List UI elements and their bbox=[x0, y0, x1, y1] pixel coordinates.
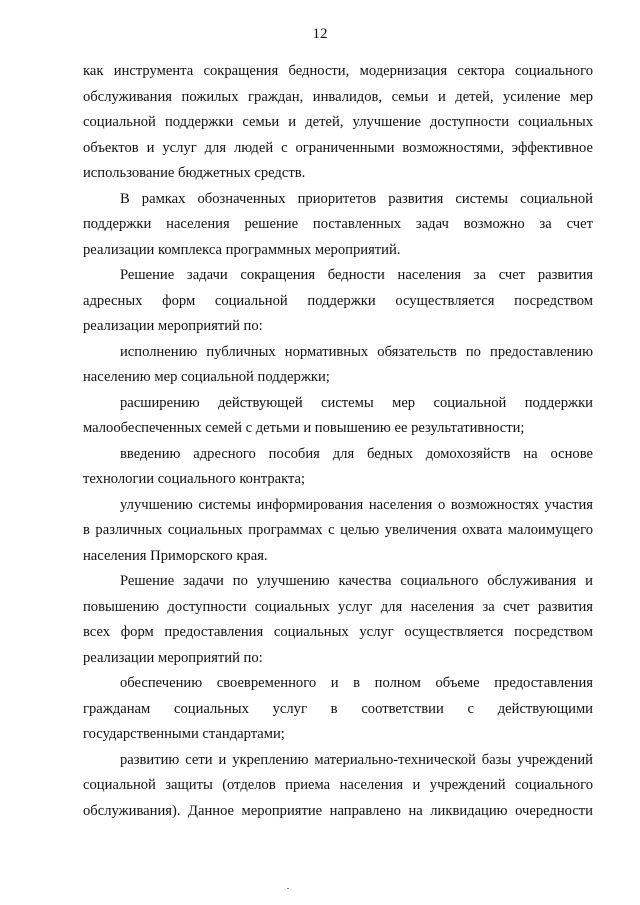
text-line: реализации мероприятий по: bbox=[83, 649, 263, 666]
text-line: государственными стандартами; bbox=[83, 726, 285, 742]
text-line: в различных социальных программах с целью увеличения охвата малоимущего bbox=[83, 522, 593, 538]
text-line: обслуживания пожилых граждан, инвалидов, семьи и детей, усиление мер bbox=[83, 88, 593, 105]
text-line: В рамках обозначенных приоритетов развития системы социальной bbox=[120, 190, 593, 207]
text-line: Решение задачи по улучшению качества социального обслуживания и bbox=[120, 573, 593, 589]
text-line: технологии социального контракта; bbox=[83, 471, 306, 487]
body-text bbox=[83, 59, 593, 824]
scan-speck bbox=[287, 888, 289, 889]
text-line: исполнению публичных нормативных обязательств по предоставлению bbox=[120, 343, 593, 360]
text-line: улучшению системы информирования населения о возможностях участия bbox=[120, 496, 593, 513]
text-line: поддержки населения решение поставленных задач возможно за счет bbox=[83, 216, 593, 232]
text-line: объектов и услуг для людей с ограниченными возможностями, эффективное bbox=[83, 139, 593, 156]
text-line: Решение задачи сокращения бедности населения за счет развития bbox=[120, 267, 593, 283]
text-line: обслуживания). Данное мероприятие направлено на ликвидацию очередности bbox=[83, 802, 593, 819]
page-number: 12 bbox=[312, 26, 328, 42]
text-line: как инструмента сокращения бедности, модернизация сектора социального bbox=[83, 63, 593, 79]
text-line: реализации комплекса программных мероприятий. bbox=[83, 241, 401, 258]
text-line: повышению доступности социальных услуг для населения за счет развития bbox=[83, 598, 593, 615]
text-line: населению мер социальной поддержки; bbox=[83, 369, 330, 385]
text-line: введению адресного пособия для бедных домохозяйств на основе bbox=[120, 445, 593, 462]
text-line: адресных форм социальной поддержки осуществляется посредством bbox=[83, 292, 593, 309]
text-line: реализации мероприятий по: bbox=[83, 318, 263, 334]
text-line: использование бюджетных средств. bbox=[83, 165, 306, 181]
text-line: всех форм предоставления социальных услуг осуществляется посредством bbox=[83, 624, 593, 640]
text-line: населения Приморского края. bbox=[83, 547, 268, 564]
text-line: развитию сети и укреплению материально-технической базы учреждений bbox=[120, 751, 593, 768]
text-line: малообеспеченных семей с детьми и повышению ее результативности; bbox=[83, 420, 525, 436]
text-line: обеспечению своевременного и в полном объеме предоставления bbox=[120, 675, 593, 691]
text-line: расширению действующей системы мер социальной поддержки bbox=[120, 394, 593, 411]
text-line: гражданам социальных услуг в соответствии с действующими bbox=[83, 700, 593, 717]
text-line: социальной защиты (отделов приема населения и учреждений социального bbox=[83, 777, 593, 793]
text-line: социальной поддержки семьи и детей, улучшение доступности социальных bbox=[83, 114, 593, 130]
